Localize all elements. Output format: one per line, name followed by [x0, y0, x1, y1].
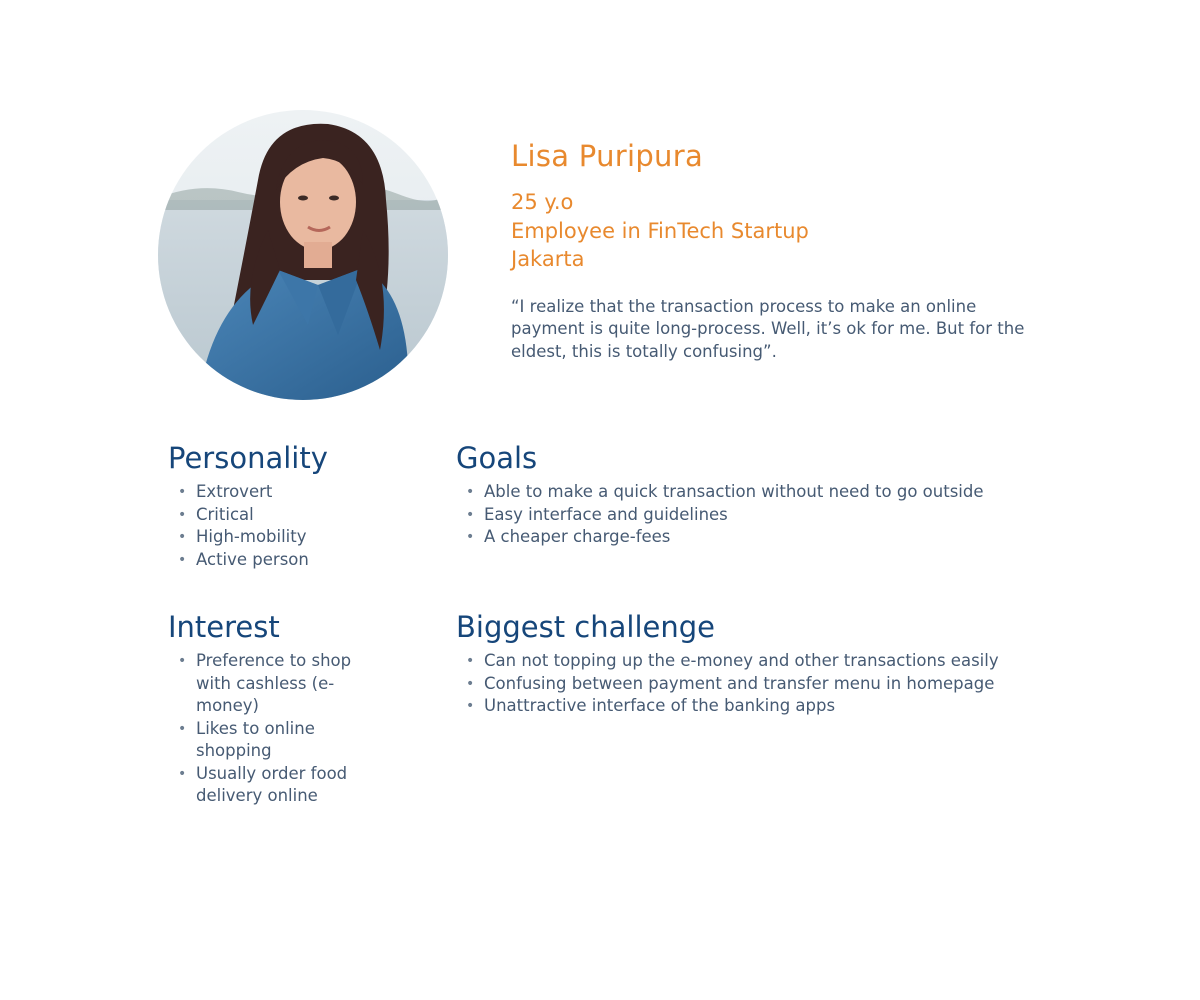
list-item: • Able to make a quick transaction without need to go outside: [456, 481, 1096, 504]
interest-list: [168, 650, 388, 808]
section-title: Biggest challenge: [456, 610, 715, 644]
bullet-dot-icon: •: [466, 529, 475, 545]
list-item: • Critical: [168, 504, 428, 527]
list-item: • Likes to online shopping: [178, 718, 315, 760]
bullet-dot-icon: •: [178, 765, 187, 782]
bullet-dot-icon: •: [178, 551, 187, 568]
list-item: • Confusing between payment and transfer menu in homepage: [456, 673, 1096, 696]
personality-list: [168, 481, 428, 571]
section-title: Goals: [456, 441, 538, 475]
list-item: • Can not topping up the e-money and other transactions easily: [456, 650, 1096, 673]
bullet-dot-icon: •: [178, 484, 187, 500]
section-title: Interest: [168, 610, 280, 644]
list-item: • Unattractive interface of the banking apps: [456, 695, 1096, 718]
bullet-dot-icon: •: [178, 506, 187, 523]
list-item: • High-mobility: [168, 526, 428, 549]
profile-photo: [158, 110, 448, 400]
bullet-dot-icon: •: [178, 529, 187, 545]
section-title: Personality: [168, 441, 328, 475]
personality-section: [168, 440, 428, 571]
bullet-dot-icon: •: [466, 484, 475, 500]
list-item: • A cheaper charge-fees: [456, 526, 1096, 549]
bullet-dot-icon: •: [466, 653, 475, 669]
persona-location: Jakarta: [511, 247, 585, 271]
challenge-section: [456, 609, 1096, 718]
list-item: • Preference to shop with cashless (e-money): [178, 651, 352, 715]
bullet-dot-icon: •: [178, 720, 187, 737]
persona-quote: “I realize that the transaction process to make an online payment is quite long-process. Well, it’s ok for me. But for the eldest, this is totally confusing”.: [511, 296, 1025, 361]
list-item: • Usually order food delivery online: [178, 763, 348, 805]
list-item: • Extrovert: [168, 481, 428, 504]
profile-info: [511, 138, 1071, 363]
list-item: • Active person: [168, 549, 428, 572]
persona-details: [511, 188, 1071, 274]
goals-section: [456, 440, 1096, 549]
bullet-dot-icon: •: [178, 653, 187, 669]
goals-list: [456, 481, 1096, 549]
persona-name: Lisa Puripura: [511, 139, 704, 173]
bullet-dot-icon: •: [466, 506, 475, 523]
interest-section: [168, 609, 388, 808]
persona-occupation: Employee in FinTech Startup: [511, 218, 809, 243]
bullet-dot-icon: •: [466, 698, 475, 714]
bullet-dot-icon: •: [466, 675, 475, 692]
persona-age: 25 y.o: [511, 190, 574, 214]
challenge-list: [456, 650, 1096, 718]
list-item: • Easy interface and guidelines: [456, 504, 1096, 527]
